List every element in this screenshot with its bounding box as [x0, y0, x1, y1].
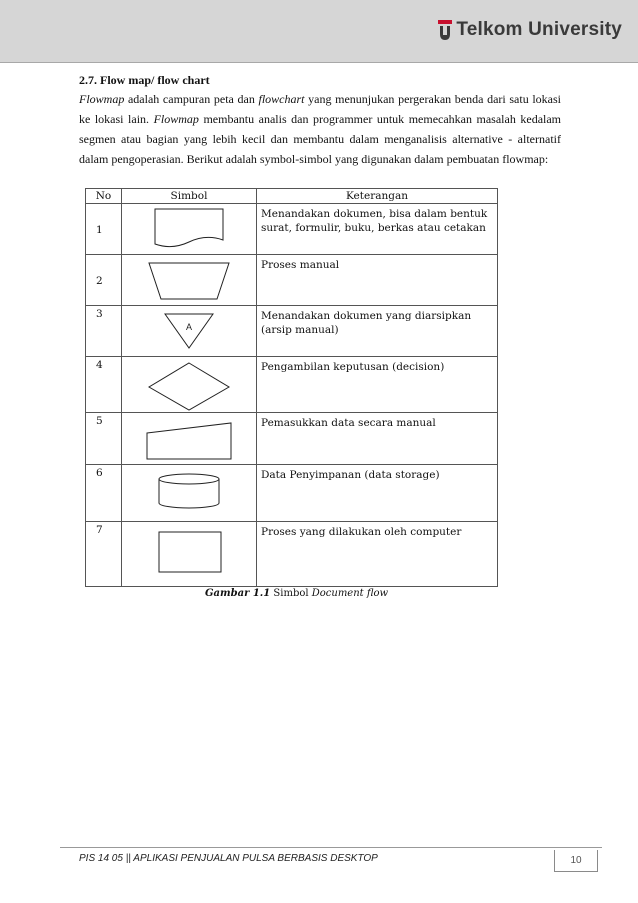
row-number: 4 [86, 357, 122, 413]
archive-icon [139, 306, 239, 354]
page-header [0, 0, 638, 63]
para-text-1: adalah campuran peta dan [124, 92, 259, 106]
row-number: 2 [86, 255, 122, 306]
header-symbol: Simbol [122, 189, 257, 204]
row-number: 5 [86, 413, 122, 465]
term-flowmap: Flowmap [79, 92, 125, 106]
symbol-cell [122, 255, 257, 306]
table-row [86, 255, 498, 306]
description-cell: Pengambilan keputusan (decision) [257, 357, 498, 413]
decision-icon [139, 357, 239, 411]
para-text-3: membantu analis dan programmer untuk memecahkan masalah kedalam segmen atau bagian yang lebih kecil dan membantu dalam menganalisis alternative - alternatif dalam pengoperasian. Berikut adalah symbol-simbol yang digunakan dalam pembuatan flowmap: [79, 112, 562, 166]
symbol-cell [122, 465, 257, 522]
description-cell: Proses manual [257, 255, 498, 306]
archive-label: A [185, 322, 193, 332]
section-title: 2.7. Flow map/ flow chart [79, 73, 210, 87]
symbol-cell [122, 413, 257, 465]
symbol-cell [122, 306, 257, 357]
header-no: No [86, 189, 122, 204]
table-row [86, 413, 498, 465]
document-icon [139, 204, 239, 252]
description-cell: Menandakan dokumen yang diarsipkan (arsip manual) [257, 306, 498, 357]
table-row [86, 306, 498, 357]
telkom-university-logo [438, 18, 622, 42]
page-number: 10 [554, 850, 598, 872]
symbol-cell [122, 522, 257, 587]
para-text-2: yang menunjukan pergerakan benda dari satu lokasi ke lokasi lain. [79, 92, 562, 126]
header-keterangan: Keterangan [257, 189, 498, 204]
row-number: 1 [86, 204, 122, 255]
description-cell: Proses yang dilakukan oleh computer [257, 522, 498, 587]
body-paragraph [79, 89, 561, 169]
row-number: 3 [86, 306, 122, 357]
term-flowmap-2: Flowmap [153, 112, 199, 126]
term-flowchart: flowchart [258, 92, 305, 106]
telkom-logo-icon [438, 18, 452, 42]
description-cell: Data Penyimpanan (data storage) [257, 465, 498, 522]
description-cell: Menandakan dokumen, bisa dalam bentuk surat, formulir, buku, berkas atau cetakan [257, 204, 498, 255]
manual-operation-icon [139, 255, 239, 303]
symbol-cell [122, 357, 257, 413]
footer-divider [60, 847, 602, 848]
row-number: 7 [86, 522, 122, 587]
symbol-table [85, 188, 498, 587]
manual-input-icon [139, 413, 239, 463]
caption-italic: Document flow [311, 588, 389, 599]
table-row [86, 465, 498, 522]
caption-text: Simbol [270, 588, 312, 599]
footer-text: PIS 14 05 || APLIKASI PENJUALAN PULSA BERBASIS DESKTOP [79, 853, 378, 864]
description-cell: Pemasukkan data secara manual [257, 413, 498, 465]
symbol-cell [122, 204, 257, 255]
figure-caption [205, 588, 388, 599]
table-row [86, 522, 498, 587]
row-number: 6 [86, 465, 122, 522]
data-storage-icon [139, 465, 239, 520]
table-row [86, 357, 498, 413]
logo-text: Telkom University [456, 19, 622, 40]
table-row [86, 204, 498, 255]
table-header-row [86, 189, 498, 204]
caption-label: Gambar 1.1 [205, 588, 271, 599]
process-icon [139, 522, 239, 584]
